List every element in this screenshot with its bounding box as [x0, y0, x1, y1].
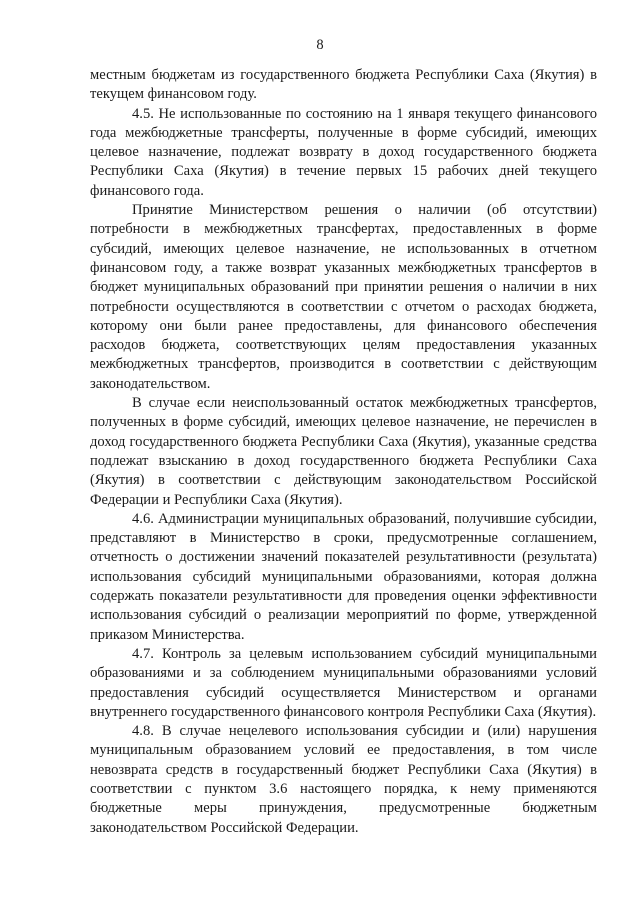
document-body: [90, 66, 597, 838]
paragraph-ministry-decision: Принятие Министерством решения о наличии (об отсутствии) потребности в межбюджетных трансфертах, предоставленных в форме субсидий, имеющих целевое назначение, не использованных в отчетном финансовом году, а также возврат указанных межбюджетных трансфертов в бюджет муниципальных образований при принятии решения о наличии в них потребности осуществляются в соответствии с отчетом о расходах бюджета, которому они были ранее предоставлены, для финансового обеспечения расходов бюджета, соответствующих целям предоставления указанных межбюджетных трансфертов, производится в соответствии с действующим законодательством.: [90, 202, 597, 392]
paragraph-4-6: 4.6. Администрации муниципальных образований, получившие субсидии, представляют в Министерство в сроки, предусмотренные соглашением, отчетность о достижении значений показателей результативности (результата) использования субсидий муниципальными образованиями, которая должна содержать показатели результативности для проведения оценки эффективности использования субсидий о реализации мероприятий по форме, утвержденной приказом Министерства.: [90, 510, 597, 643]
paragraph-continuation: местным бюджетам из государственного бюджета Республики Саха (Якутия) в текущем финансовом году.: [90, 67, 597, 103]
page-number: 8: [316, 37, 324, 53]
paragraph-4-8: 4.8. В случае нецелевого использования субсидии и (или) нарушения муниципальным образованием условий ее предоставления, в том числе невозврата средств в государственный бюджет Республики Саха (Якутия) в соответствии с пунктом 3.6 настоящего порядка, к нему применяются бюджетные меры принуждения, предусмотренные бюджетным законодательством Российской Федерации.: [90, 723, 597, 836]
paragraph-4-5: 4.5. Не использованные по состоянию на 1 января текущего финансового года межбюджетные трансферты, полученные в форме субсидий, имеющих целевое назначение, подлежат возврату в доход государственного бюджета Республики Саха (Якутия) в течение первых 15 рабочих дней текущего финансового года.: [90, 105, 597, 199]
paragraph-unused-balance: В случае если неиспользованный остаток межбюджетных трансфертов, полученных в форме субсидий, имеющих целевое назначение, не перечислен в доход государственного бюджета Республики Саха (Якутия), указанные средства подлежат взысканию в доход государственного бюджета Республики Саха (Якутия) в соответствии с действующим законодательством Российской Федерации и Республики Саха (Якутия).: [90, 395, 597, 508]
paragraph-4-7: 4.7. Контроль за целевым использованием субсидий муниципальными образованиями и за соблюдением муниципальными образованиями условий предоставления субсидий осуществляется Министерством и органами внутреннего государственного финансового контроля Республики Саха (Якутия).: [90, 645, 597, 720]
